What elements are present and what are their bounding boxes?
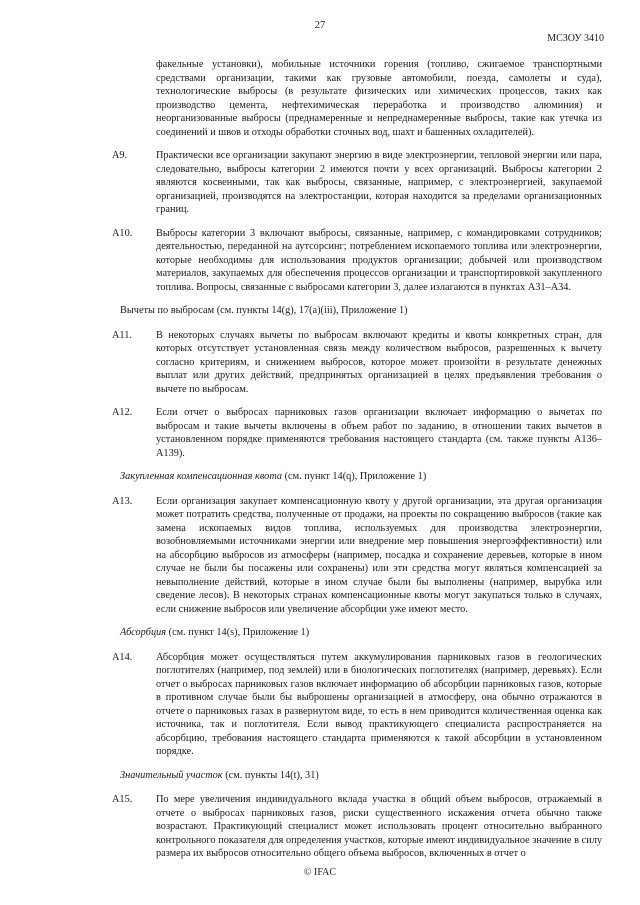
paragraph-text: Выбросы категории 3 включают выбросы, связанные, например, с командировками сотрудников; деятельностью, переданной на аутсорсинг; потреблением ископаемого топлива или электроэнергии, которые необходимы для использования продуктов организации; добычей или производством материалов, закупаемых для обеспечения процессов организации и транспортировкой закупленного топлива. Вопросы, связанные с выбросами категории 3, далее излагаются в пунктах A31–A34.	[156, 227, 602, 293]
paragraph-a9	[112, 149, 602, 217]
heading-reference: (см. пункт 14(q), Приложение 1)	[282, 471, 427, 482]
paragraph-number: A11.	[112, 329, 132, 341]
paragraph-number: A12.	[112, 407, 133, 418]
heading-text: Вычеты по выбросам (см. пункты 14(g), 17(a)(iii), Приложение 1)	[120, 305, 408, 316]
paragraph-a13	[112, 495, 602, 617]
heading-reference: (см. пункт 14(s), Приложение 1)	[166, 627, 310, 638]
paragraph-number: A13.	[112, 495, 133, 507]
heading-italic-text: Закупленная компенсационная квота	[120, 471, 283, 482]
paragraph-a11	[112, 329, 602, 397]
document-id: МСЗОУ 3410	[547, 33, 604, 44]
paragraph-a15	[112, 793, 602, 861]
paragraph-text: Если отчет о выбросах парниковых газов организации включает информацию о вычетах по выбросам и такие вычеты включены в объем работ по заданию, в отношении таких вычетов в установленном порядке применяются требования настоящего стандарта (см. также пункты A136–A139).	[156, 407, 602, 459]
footer-copyright: © IFAC	[303, 867, 337, 878]
paragraph-text: Практически все организации закупают энергию в виде электроэнергии, тепловой энергии или пара, следовательно, выбросы категории 2 имеются почти у всех организаций. Выбросы категории 2 являются косвенными, так как выбросы, связанные, например, с электроэнергией, закупаемой организацией, производятся на электростанции, которая находится за пределами организационных границ.	[156, 150, 602, 215]
section-heading-offset	[120, 470, 602, 484]
paragraph-a14	[112, 651, 602, 759]
section-heading-significant-component	[120, 769, 602, 783]
paragraph-number: A9.	[112, 150, 128, 161]
page-number: 27	[314, 20, 326, 31]
heading-italic-text: Абсорбция	[120, 627, 167, 638]
section-heading-absorption	[120, 626, 602, 640]
paragraph-number: A14.	[112, 651, 133, 663]
paragraph-number: A15.	[112, 794, 133, 805]
paragraph-text: В некоторых случаях вычеты по выбросам включают кредиты и квоты конкретных стран, для которых отсутствует установленная связь между количеством выбросов, разрешенных к вычету согласно критериям, и снижением выбросов, которое может произойти в результате денежных выплат или других действий, предпринятых организацией в целях предъявления требования о вычете по выбросам.	[156, 329, 602, 395]
paragraph-text: Абсорбция может осуществляться путем аккумулирования парниковых газов в геологических поглотителях (например, под землей) или в биологических поглотителях (например, деревьях). Если отчет о выбросах парниковых газов включает информацию об абсорбции парниковых газов, которые в противном случае были бы выброшены организацией в атмосферу, она обычно отражаются в отчете о парниковых газах в развернутом виде, то есть в нем приводится количественная оценка как источника, так и поглотителя. Если вывод практикующего специалиста распространяется на абсорбцию, требования настоящего стандарта применяются к такой абсорбции в установленном порядке.	[156, 651, 602, 757]
section-heading-deductions	[120, 304, 602, 318]
heading-italic-text: Значительный участок	[120, 769, 223, 781]
page-body	[112, 58, 602, 871]
paragraph-a10	[112, 227, 602, 295]
paragraph-text: По мере увеличения индивидуального вклада участка в общий объем выбросов, отражаемый в отчете о выбросах парниковых газов, риски существенного искажения отчета обычно также возрастают. Практикующий специалист может использовать процент относительно выбранного контрольного показателя для определения участков, которые имеют индивидуальное значение в силу размера их выбросов относительно общего объема выбросов, включенных в отчет о	[156, 794, 602, 859]
lead-paragraph: факельные установки), мобильные источники горения (топливо, сжигаемое транспортными средствами организации, такими как грузовые автомобили, поезда, самолеты и суда), технологические выбросы (в результате физических или химических процессов, таких как производство цемента, нефтехимическая переработка и производство алюминия) и неорганизованные выбросы (преднамеренные и непреднамеренные выбросы, такие как утечка из соединений и швов и отходы обработки сточных вод, шахт и башенных охладителей).	[156, 59, 602, 138]
paragraph-a12	[112, 406, 602, 460]
paragraph-text: Если организация закупает компенсационную квоту у другой организации, эта другая организация может потратить средства, полученные от продажи, на проекты по сокращению выбросов (такие как замена ископаемых видов топлива, используемых для производства электроэнергии, возобновляемыми источниками энергии или внедрение мер повышения энергоэффективности) или на абсорбцию выбросов из атмосферы (например, посадка и сохранение деревьев, которые в ином случае не были бы посажены или сохранены) или эти средства могут являться компенсацией за невыполнение действий, которые в ином случае были бы выполнены (например, вырубка или сведение лесов). В некоторых странах компенсационные квоты могут закупаться только в случаях, если снижение выбросов или увеличение абсорбции уже имеют место.	[156, 495, 602, 615]
paragraph-number: A10.	[112, 227, 133, 239]
heading-reference: (см. пункты 14(t), 31)	[222, 769, 319, 781]
